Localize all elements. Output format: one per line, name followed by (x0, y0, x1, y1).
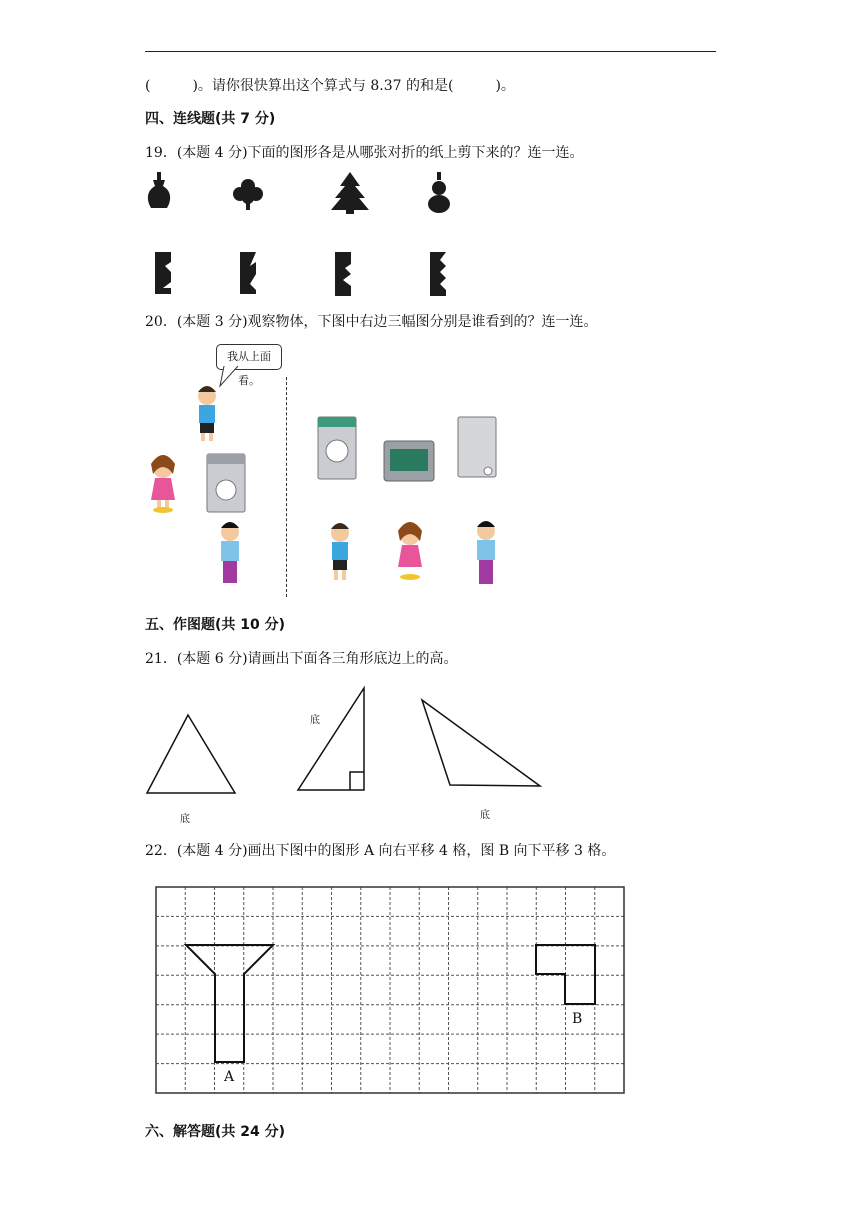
figure-a-label: A (224, 1069, 235, 1085)
right-triangle (298, 688, 364, 790)
section-5-title: 五、作图题(共 10 分) (145, 617, 286, 633)
header-rule (145, 51, 716, 52)
right-scene (300, 405, 530, 595)
right-angle-mark (350, 772, 364, 790)
speech-bubble: 我从上面看。 (216, 344, 282, 370)
base-label-3: 底 (480, 810, 490, 821)
previous-question-tail: ( )。请你很快算出这个算式与 8.37 的和是( )。 (145, 78, 515, 94)
section-6-title: 六、解答题(共 24 分) (145, 1124, 286, 1140)
obtuse-triangle (422, 700, 540, 786)
section-4-title: 四、连线题(共 7 分) (145, 111, 276, 127)
boy-green-icon (477, 521, 495, 584)
top-view-icon (384, 441, 434, 481)
question-22-grid (150, 880, 630, 1100)
half-4-icon (430, 252, 446, 296)
question-19-figures (145, 168, 485, 303)
front-view-icon (318, 417, 356, 479)
flower-shape-icon (233, 179, 263, 210)
question-21-triangles (140, 680, 550, 805)
side-view-icon (458, 417, 496, 477)
gourd-shape-icon (428, 172, 450, 213)
boy-blue-icon (331, 523, 349, 580)
boy-top-icon (198, 386, 216, 441)
question-21-text: 21．(本题 6 分)请画出下面各三角形底边上的高。 (145, 651, 458, 667)
tree-shape-icon (331, 172, 369, 214)
figure-b-label: B (572, 1011, 583, 1027)
half-2-icon (240, 252, 256, 294)
girl-pink-icon (398, 522, 422, 580)
girl-icon (151, 455, 175, 513)
boy-bottom-icon (221, 522, 239, 583)
question-19-text: 19．(本题 4 分)下面的图形各是从哪张对折的纸上剪下来的？连一连。 (145, 145, 584, 161)
left-scene (145, 380, 285, 595)
half-3-icon (335, 252, 351, 296)
vase-shape-icon (148, 172, 170, 208)
question-22-text: 22．(本题 4 分)画出下图中的图形 A 向右平移 4 格，图 B 向下平移 3 格。 (145, 843, 616, 859)
base-label-2: 底 (310, 715, 320, 726)
washing-machine-icon (207, 454, 245, 512)
base-label-1: 底 (180, 814, 190, 825)
question-20-text: 20．(本题 3 分)观察物体，下图中右边三幅图分别是谁看到的？连一连。 (145, 314, 598, 330)
equilateral-triangle (147, 715, 235, 793)
divider-line (286, 377, 287, 597)
figure-a (186, 945, 273, 1062)
half-1-icon (155, 252, 171, 294)
